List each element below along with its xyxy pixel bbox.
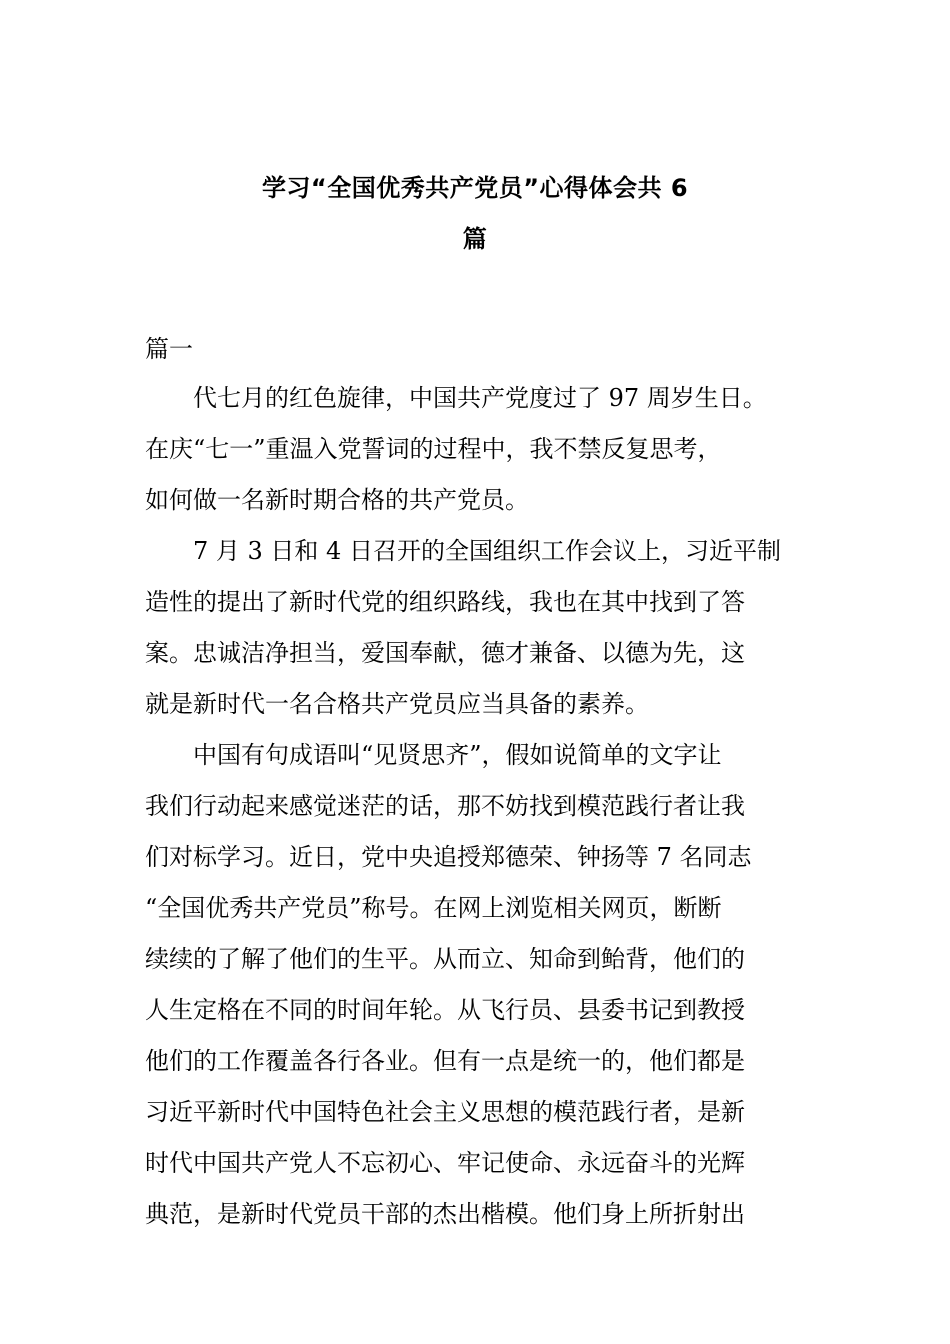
paragraph-line: 在庆“七一”重温入党誓词的过程中，我不禁反复思考， [145,435,722,463]
paragraph-line: 代七月的红色旋律，中国共产党度过了 97 周岁生日。 [193,384,767,412]
document-title [145,170,805,272]
paragraph-line: 时代中国共产党人不忘初心、牢记使命、永远奋斗的光辉 [145,1149,745,1177]
paragraph [145,533,810,737]
paragraph-line: 就是新时代一名合格共产党员应当具备的素养。 [145,690,649,718]
section-label: 篇一 [145,335,193,363]
paragraph-line: “全国优秀共产党员”称号。在网上浏览相关网页，断断 [145,894,722,922]
paragraph-line: 们对标学习。近日，党中央追授郑德荣、钟扬等 7 名同志 [145,843,752,871]
paragraph-line: 续续的了解了他们的生平。从而立、知命到鲐背，他们的 [145,945,745,973]
paragraph-line: 人生定格在不同的时间年轮。从飞行员、县委书记到教授 [145,996,745,1024]
title-line: 学习“全国优秀共产党员”心得体会共 6 [261,174,689,202]
paragraph-line: 中国有句成语叫“见贤思齐”，假如说简单的文字让 [193,741,722,769]
paragraph-line: 我们行动起来感觉迷茫的话，那不妨找到模范践行者让我 [145,792,745,820]
paragraph-line: 典范，是新时代党员干部的杰出楷模。他们身上所折射出 [145,1200,745,1228]
paragraph-line: 7 月 3 日和 4 日召开的全国组织工作会议上，习近平制 [193,537,781,565]
paragraph-line: 造性的提出了新时代党的组织路线，我也在其中找到了答 [145,588,745,616]
document-body [145,380,810,1247]
paragraph-line: 习近平新时代中国特色社会主义思想的模范践行者，是新 [145,1098,745,1126]
paragraph [145,380,810,533]
paragraph-line: 他们的工作覆盖各行各业。但有一点是统一的，他们都是 [145,1047,745,1075]
paragraph [145,737,810,1247]
paragraph-line: 如何做一名新时期合格的共产党员。 [145,486,529,514]
paragraph-line: 案。忠诚洁净担当，爱国奉献，德才兼备、以德为先，这 [145,639,745,667]
title-line: 篇 [462,225,488,253]
